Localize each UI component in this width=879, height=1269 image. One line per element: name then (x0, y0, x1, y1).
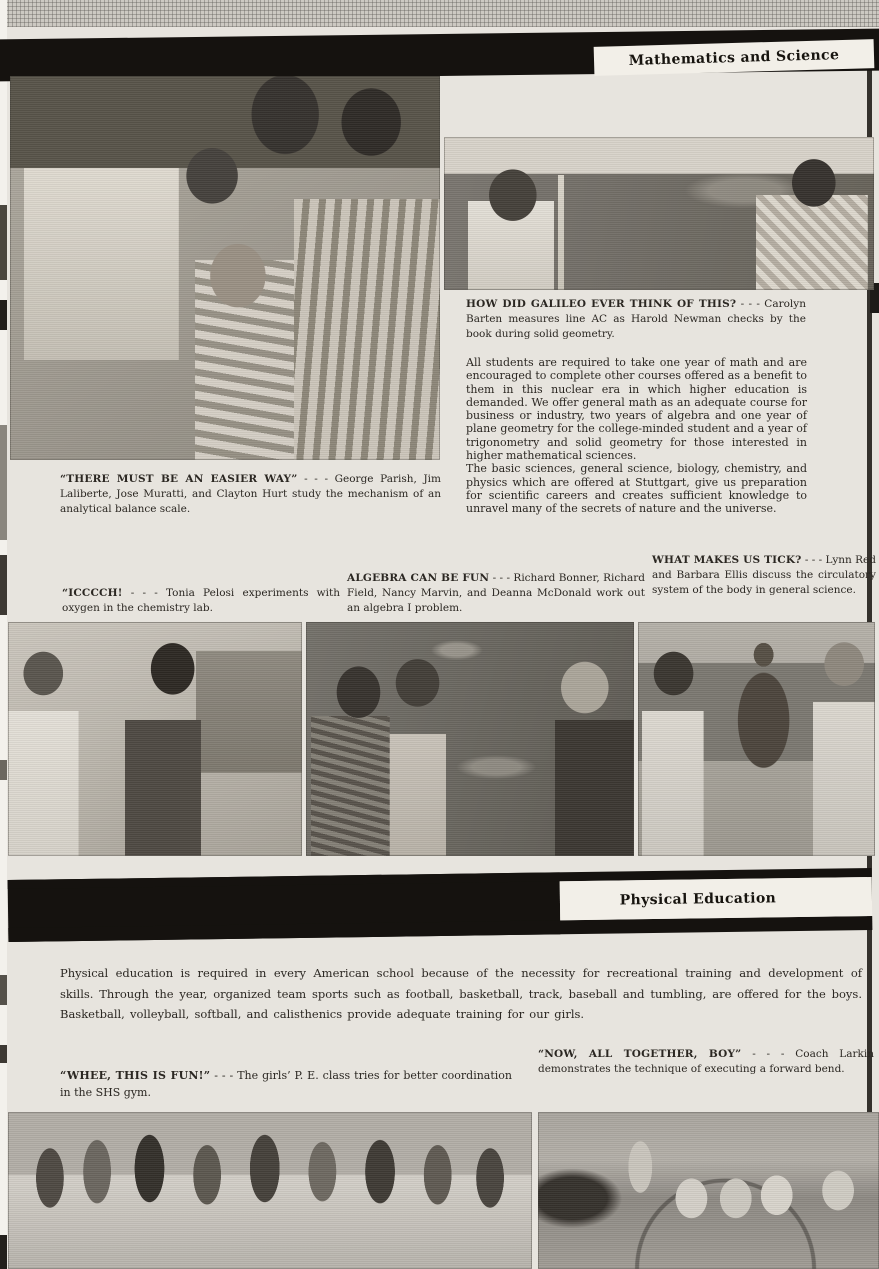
caption-whee-lead: “WHEE, THIS IS FUN!” (60, 1069, 211, 1082)
photo-chalkboard-measuring (444, 137, 874, 290)
caption-whee-this-is-fun (60, 1068, 512, 1101)
photo-algebra-chalkboard (306, 622, 634, 856)
caption-galileo-text: - - - Carolyn Barten measures line AC as Harold Newman checks by the book during solid geometry. (466, 298, 806, 340)
photo-boys-forward-bend (538, 1112, 879, 1269)
caption-tick-lead: WHAT MAKES US TICK? (652, 554, 802, 566)
caption-galileo-lead: HOW DID GALILEO EVER THINK OF THIS? (466, 298, 737, 310)
math-paragraph-2: The basic sciences, general science, biology, chemistry, and physics which are offered at Stuttgart, give us preparation for scientific careers and creates sufficient knowledge to unravel many of the secrets of nature and the universe. (466, 462, 807, 516)
physical-education-paragraph: Physical education is required in every American school because of the necessity for recreational training and development of skills. Through the year, organized team sports such as football, basketball, track, baseball and tumbling, are offered for the boys. Basketball, volleyball, softball, and calisthenics provide adequate training for our girls. (60, 966, 862, 1021)
caption-algebra-can-be-fun (347, 571, 645, 616)
caption-what-makes-us-tick (652, 553, 876, 598)
caption-now-all-together (538, 1047, 874, 1077)
math-science-banner-title: Mathematics and Science (628, 46, 840, 69)
caption-algebra-fun-lead: ALGEBRA CAN BE FUN (347, 572, 490, 584)
caption-galileo (466, 297, 806, 342)
math-paragraph-1: All students are required to take one year of math and are encouraged to complete other courses offered as a benefit to them in this nuclear era in which higher education is demanded. We offer general math as an adequate course for business or industry, two years of algebra and one year of plane geometry for the college-minded student and a year of trigonometry and solid geometry for those interested in higher mathematical sciences. (466, 356, 807, 463)
caption-easier-way-text: - - - George Parish, Jim Laliberte, Jose Muratti, and Clayton Hurt study the mechanism of an analytical balance scale. (60, 473, 441, 515)
caption-easier-way (60, 472, 441, 517)
photo-anatomy-model (638, 622, 875, 856)
photo-balance-scale (10, 76, 440, 460)
physical-education-banner-label (560, 877, 873, 920)
caption-whee-text: - - - The girls’ P. E. class tries for better coordination in the SHS gym. (60, 1069, 513, 1099)
photo-girls-pe-class (8, 1112, 532, 1269)
page-top-texture (0, 0, 879, 27)
caption-icccch (62, 586, 340, 616)
physical-education-banner-title: Physical Education (619, 889, 777, 908)
caption-algebra-fun-text: - - - Richard Bonner, Richard Field, Nancy Marvin, and Deanna McDonald work out an algebra I problem. (347, 572, 645, 614)
caption-icccch-text: - - - Tonia Pelosi experiments with oxygen in the chemistry lab. (62, 587, 340, 614)
caption-now-together-lead: “NOW, ALL TOGETHER, BOY” (538, 1048, 742, 1060)
page-left-binding-edge (0, 0, 7, 1269)
caption-icccch-lead: “ICCCCH! (62, 587, 123, 599)
caption-now-together-text: - - - Coach Larkin demonstrates the technique of executing a forward bend. (538, 1048, 875, 1075)
physical-education-banner (0, 860, 879, 956)
caption-tick-text: - - - Lynn Red and Barbara Ellis discuss the circulatory system of the body in general science. (652, 554, 876, 596)
math-science-body-copy (466, 356, 807, 516)
physical-education-banner-inner (8, 868, 873, 942)
photo-chemistry-lab (8, 622, 302, 856)
caption-easier-way-lead: “THERE MUST BE AN EASIER WAY” (60, 473, 298, 485)
